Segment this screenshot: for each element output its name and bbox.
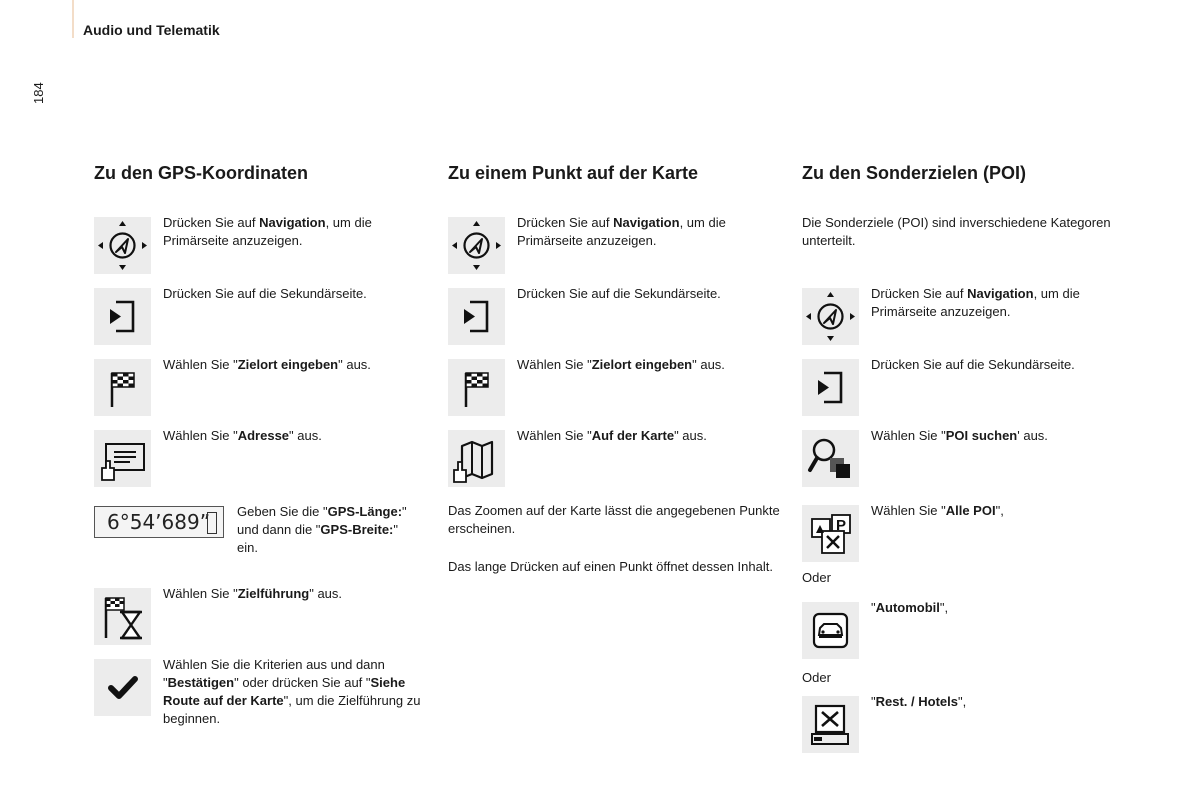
column-point-on-map [448, 160, 788, 574]
or-label: Oder [802, 670, 831, 685]
navigation-compass-icon [94, 217, 151, 274]
page-number: 184 [31, 82, 46, 104]
header-rule [72, 0, 74, 38]
step-text: Wählen Sie die Kriterien aus und dann "Bestätigen" oder drücken Sie auf "Siehe Route auf der Karte", um die Zielführung zu beginnen. [163, 657, 421, 726]
step-text: "Rest. / Hotels", [871, 694, 967, 709]
car-icon [802, 602, 859, 659]
column-title: Zu einem Punkt auf der Karte [448, 163, 699, 183]
step-text: Drücken Sie auf die Sekundärseite. [517, 286, 721, 301]
step-text: Drücken Sie auf Navigation, um die Primärseite anzuzeigen. [871, 286, 1080, 319]
or-label: Oder [802, 570, 831, 585]
restaurant-hotel-icon [802, 696, 859, 753]
navigation-compass-icon [802, 288, 859, 345]
all-poi-icon [802, 505, 859, 562]
step-text: Wählen Sie "Auf der Karte" aus. [517, 428, 707, 443]
flag-hourglass-icon [94, 588, 151, 645]
step-text: Wählen Sie "Adresse" aus. [163, 428, 322, 443]
step-text: Wählen Sie "Zielführung" aus. [163, 586, 343, 601]
gps-coordinate-display: 6°54’689” [94, 506, 224, 538]
poi-search-icon [802, 430, 859, 487]
step-text: Geben Sie die "GPS-Länge:" und dann die "GPS-Breite:" ein. [237, 504, 407, 555]
step-text: Drücken Sie auf Navigation, um die Primärseite anzuzeigen. [163, 215, 372, 248]
step-text: Wählen Sie "POI suchen' aus. [871, 428, 1048, 443]
step-text: Wählen Sie "Zielort eingeben" aus. [163, 357, 371, 372]
column-title: Zu den Sonderzielen (POI) [802, 163, 1027, 183]
navigation-compass-icon [448, 217, 505, 274]
step-text: Wählen Sie "Zielort eingeben" aus. [517, 357, 725, 372]
step-text: Drücken Sie auf die Sekundärseite. [163, 286, 367, 301]
column-title: Zu den GPS-Koordinaten [94, 163, 308, 183]
step-text: "Automobil", [871, 600, 949, 615]
column-gps-coordinates [94, 160, 434, 726]
map-touch-icon [448, 430, 505, 487]
step-text: Drücken Sie auf die Sekundärseite. [871, 357, 1075, 372]
checkered-flag-icon [94, 359, 151, 416]
secondary-page-icon [94, 288, 151, 345]
step-text: Wählen Sie "Alle POI", [871, 503, 1004, 518]
address-card-icon [94, 430, 151, 487]
secondary-page-icon [802, 359, 859, 416]
long-press-paragraph: Das lange Drücken auf einen Punkt öffnet dessen Inhalt. [448, 559, 773, 574]
column-poi [802, 160, 1142, 709]
checkered-flag-icon [448, 359, 505, 416]
step-text: Drücken Sie auf Navigation, um die Primärseite anzuzeigen. [517, 215, 726, 248]
zoom-paragraph: Das Zoomen auf der Karte lässt die angegebenen Punkte erscheinen. [448, 503, 780, 536]
section-title: Audio und Telematik [83, 22, 220, 38]
poi-intro: Die Sonderziele (POI) sind inverschiedene Kategoren unterteilt. [802, 215, 1111, 248]
secondary-page-icon [448, 288, 505, 345]
cursor-box [207, 512, 217, 534]
checkmark-icon [94, 659, 151, 716]
